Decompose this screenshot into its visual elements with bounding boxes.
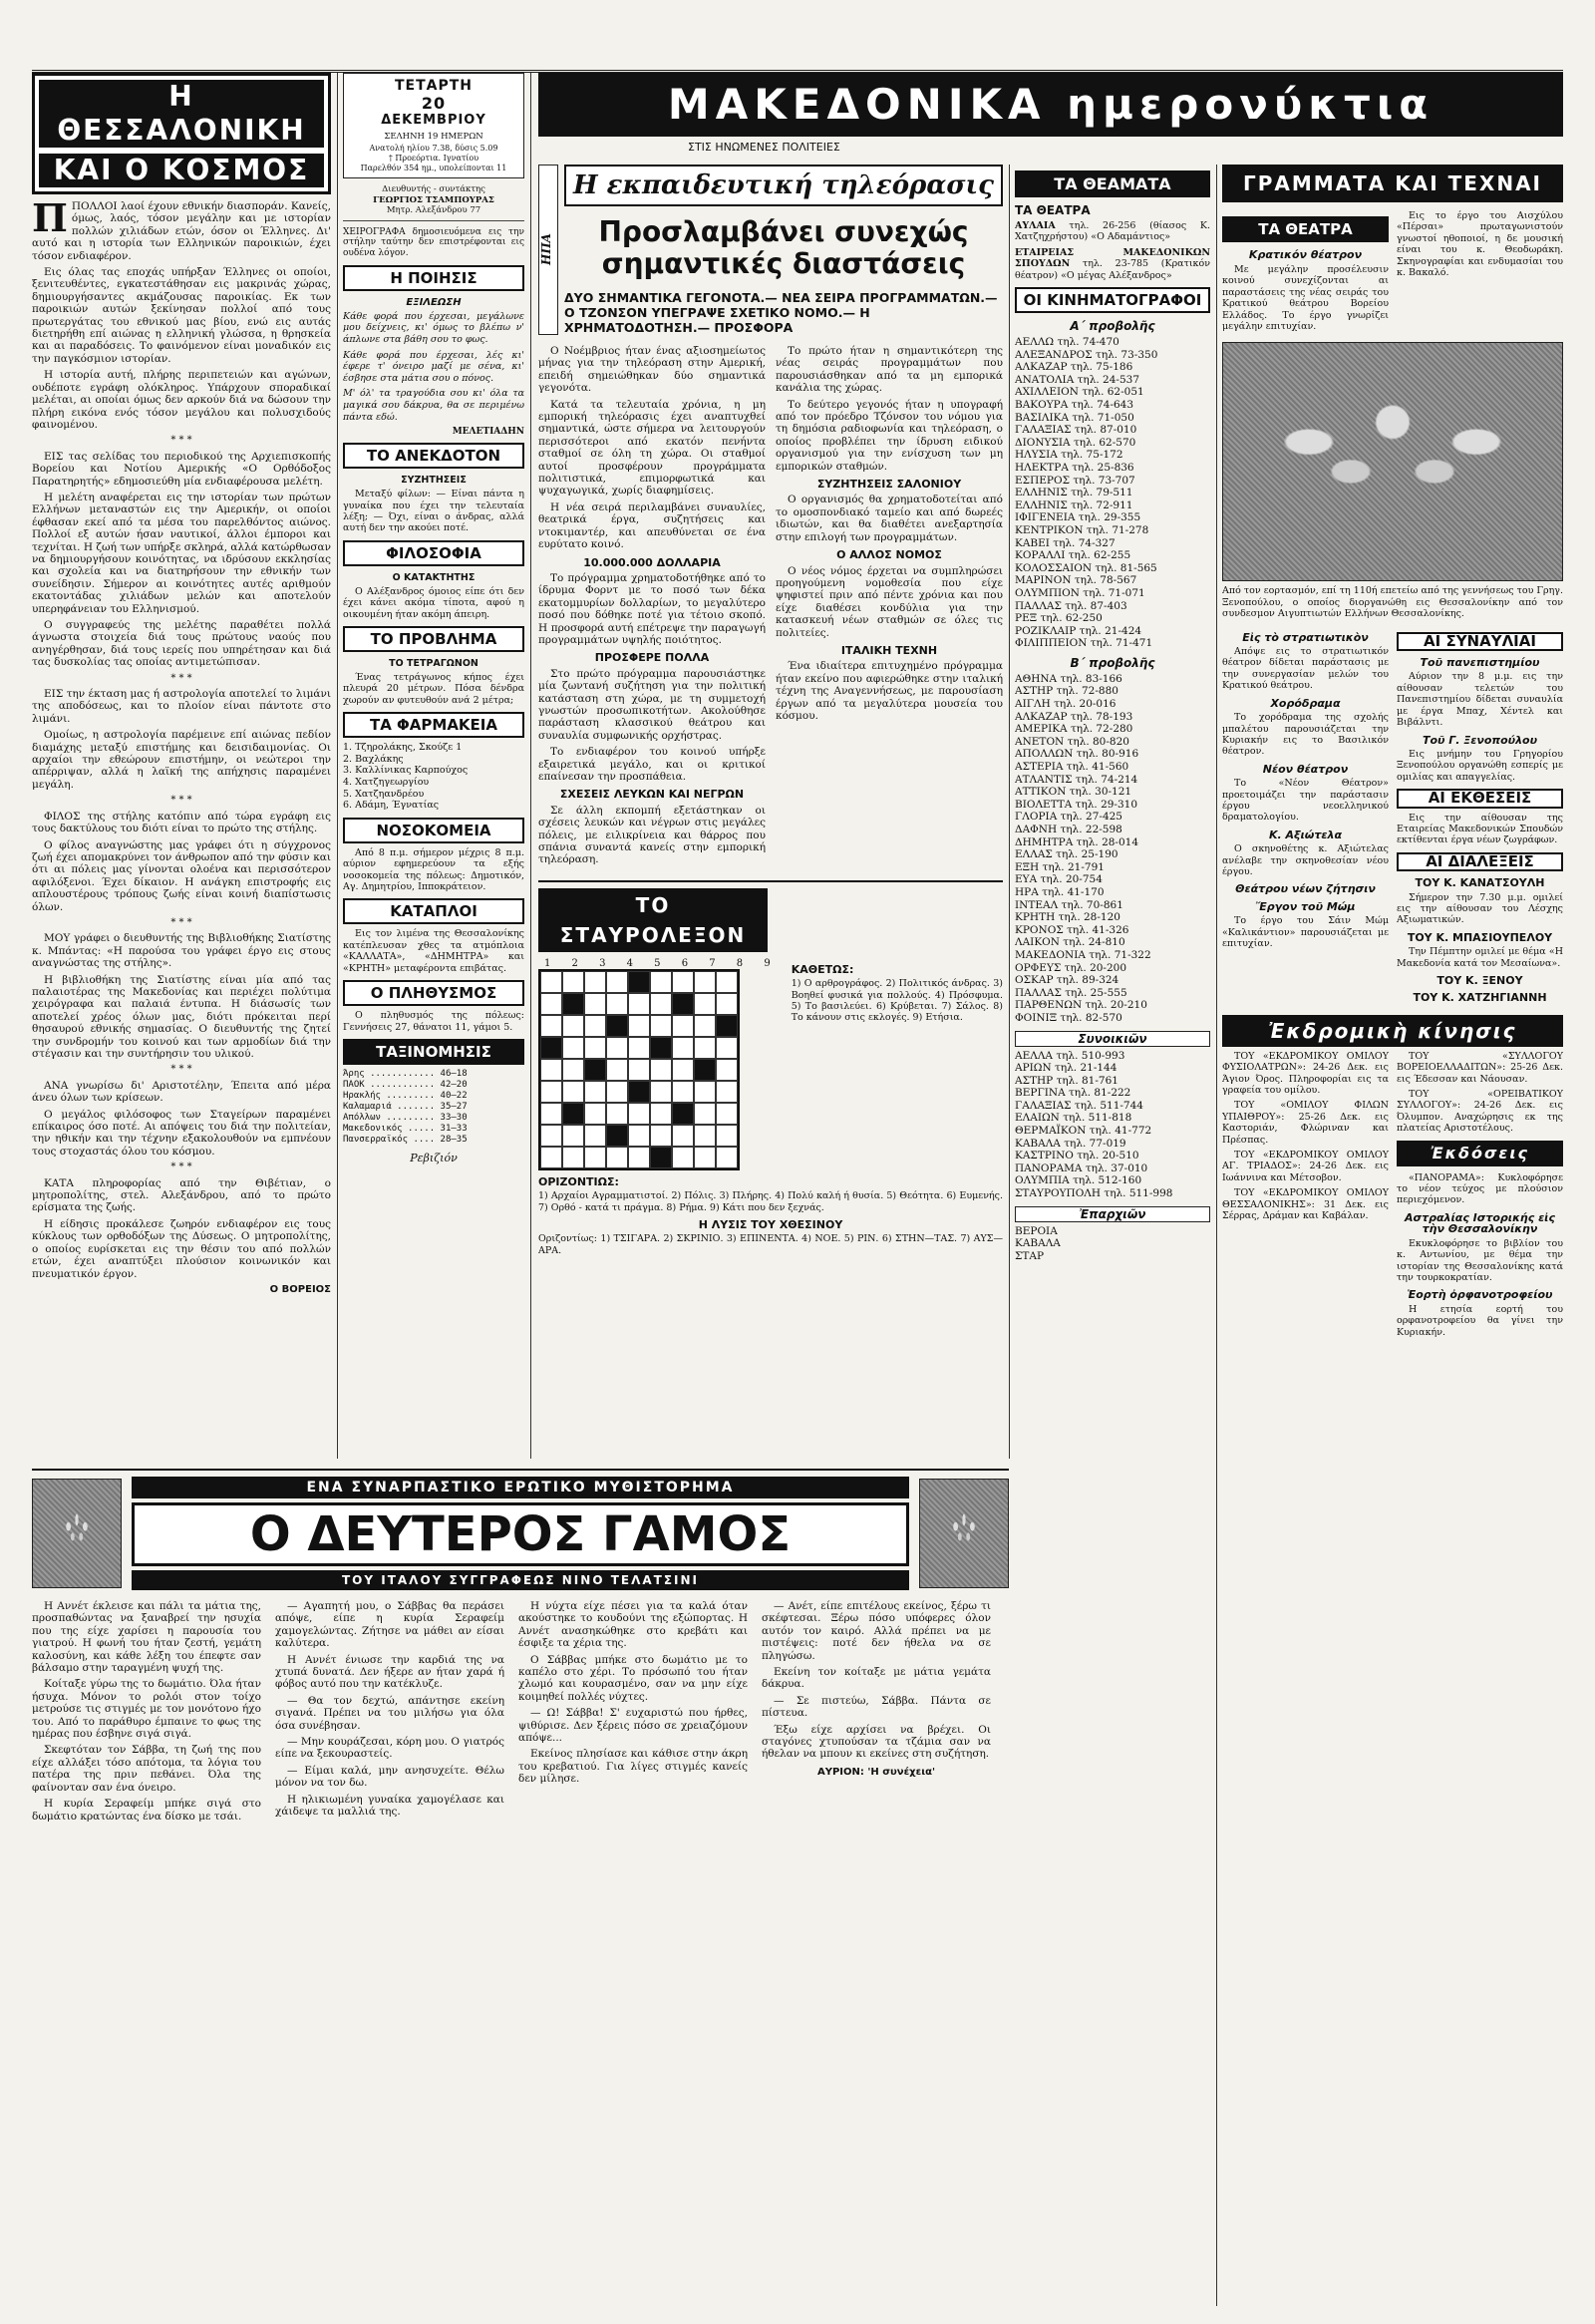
cinema-list-c: [1015, 1050, 1210, 1200]
sub-salon: ΣΥΖΗΤΗΣΕΙΣ ΣΑΛΟΝΙΟΥ: [816, 478, 962, 492]
list-item: ΙΦΙΓΕΝΕΙΑ τηλ. 29-355: [1015, 511, 1141, 524]
cinema-list-d: [1015, 1225, 1210, 1263]
list-item: ΔΑΦΝΗ τηλ. 22-598: [1015, 824, 1122, 835]
list-item: ΕΛΛΗΝΙΣ τηλ. 79-511: [1015, 487, 1133, 499]
list-item: ΑΣΤΕΡΙΑ τηλ. 41-560: [1015, 761, 1129, 774]
left-banner-line2: ΚΑΙ Ο ΚΟΣΜΟΣ: [37, 152, 326, 189]
publ-sub: Αστραλίας Ιστορικής εἰς τὴν Θεσσαλονίκην: [1404, 1210, 1555, 1236]
serial-continued: ΑΥΡΙΟΝ: 'Η συνέχεια': [816, 1766, 936, 1778]
list-item: ΚΟΛΟΣΣΑΙΟΝ τηλ. 81-565: [1015, 561, 1157, 574]
list-item: ΡΕΞ τηλ. 62-250: [1015, 612, 1103, 625]
list-item: ΕΞΗ τηλ. 21-791: [1015, 860, 1105, 873]
list-item: ΒΕΡΓΙΝΑ τηλ. 81-222: [1015, 1087, 1131, 1100]
pharmacy-list: [343, 742, 524, 812]
list-item: ΓΑΛΑΞΙΑΣ τηλ. 87-010: [1015, 424, 1137, 437]
list-item: ΚΡΟΝΟΣ τηλ. 41-326: [1015, 923, 1129, 936]
list-item: ΕΥΑ τηλ. 20-754: [1015, 873, 1103, 886]
list-item: ΕΣΠΕΡΟΣ τηλ. 73-707: [1015, 474, 1135, 487]
exhibitions-title: ΑΙ ΕΚΘΕΣΕΙΣ: [1397, 789, 1563, 808]
sub-xenopoulou: Τοῦ Γ. Ξενοπούλου: [1422, 733, 1538, 747]
list-item: ΑΝΑΤΟΛΙΑ τηλ. 24-537: [1015, 373, 1139, 386]
anecdote-box: ΤΟ ΑΝΕΚΔΟΤΟΝ: [343, 443, 524, 469]
poem-name: ΕΞΙΛΕΩΣΗ: [406, 296, 462, 308]
list-item: ΗΛΕΚΤΡΑ τηλ. 25-836: [1015, 461, 1134, 474]
theatres-title: ΤΑ ΘΕΑΤΡΑ: [1015, 203, 1091, 217]
list-item: ΠΑΛΛΑΣ τηλ. 87-403: [1015, 599, 1127, 612]
list-item: ΑΙΓΛΗ τηλ. 20-016: [1015, 698, 1116, 711]
left-column: [32, 73, 331, 1459]
list-item: ΣΤΑΥΡΟΥΠΟΛΗ τηλ. 511-998: [1015, 1187, 1173, 1200]
center-column: ΗΠΑ Η εκπαιδευτική τηλεόρασις Προσλαμβάνει συνεχώς σημαντικές διαστάσεις ΔΥΟ ΣΗΜΑΝΤΙΚΑ ΓΕΓΟΝΟΤΑ.— ΝΕΑ ΣΕΙΡΑ ΠΡΟΓΡΑΜΜΑΤΩΝ.— Ο ΤΖΟΝΣΟΝ ΥΠΕΓΡΑΨΕ ΣΧΕΤΙΚΟ ΝΟΜΟ.— Η ΧΡΗΜΑΤΟΔΟΤΗΣΗ.— ΠΡΟΣΦΟΡΑ Ο Νοέμβριος ήταν ένας αξιοσημείωτος μήνας για την τηλεόραση στην Αμερική, επειδή σημειώθηκαν δύο σημαντικά γεγονότα. Κατά τα τελευταία χρόνια, η μη εμπορική τηλεόρασις έχει αναπτυχθεί σημαντικά, ώστε σήμερα να λειτουργούν περισσότεροι από εκατόν πενήντα σταθμοί σε όλη τη χώρα. Οι σταθμοί αυτοί προσφέρουν προγράμματα πολιτιστικά, επιμορφωτικά και ψυχαγωγικά, χωρίς διαφημίσεις. Η νέα σειρά περιλαμβάνει συναυλίες, θεατρικά έργα, συζητήσεις και ντοκιμαντέρ, και απευθύνεται σε ένα ευρύτατο κοινό. 10.000.000 ΔΟΛΛΑΡΙΑ Το πρόγραμμα χρηματοδοτήθηκε από το ίδρυμα Φορντ με το ποσό των δέκα εκατομμυρίων δολλαρίων, το μεγαλύτερο ποσό που δόθηκε ποτέ για τέτοιο σκοπό. Η προσφορά αυτή επέτρεψε την παραγωγή προγραμμάτων υψηλής ποιότητος. ΠΡΟΣΦΕΡΕ ΠΟΛΛΑ Στο πρώτο πρόγραμμα παρουσιάστηκε μία ζωντανή συζήτηση για την πολιτική κατάσταση στη χώρα, με τη συμμετοχή γνωστών προσωπικοτήτων. Ακολούθησε παράσταση κλασσικού θεάτρου και συναυλία συμφωνικής ορχήστρας. Το ενδιαφέρον του κοινού υπήρξε εξαιρετικά μεγάλο, και οι κριτικοί επαίνεσαν την προσπάθεια. ΣΧΕΣΕΙΣ ΛΕΥΚΩΝ ΚΑΙ ΝΕΓΡΩΝ Σε άλλη εκπομπή εξετάστηκαν οι σχέσεις λευκών και νέγρων στις μεγάλες πόλεις, με ειλικρίνεια και θάρρος που σπάνια συναντά κανείς στην εμπορική τηλεόραση. Το πρώτο ήταν η σημαντικότερη της νέας σειράς προγραμμάτων που παρουσιάσθηκαν από τα μη εμπορικά κανάλια της χώρας. Το δεύτερο γεγονός ήταν η υπογραφή από τον πρόεδρο Τζόνσον του νόμου για τη δημόσια ραδιοφωνία και τηλεόραση, ο οποίος προβλέπει την ίδρυση ειδικού οργανισμού για την ενίσχυση των μη εμπορικών σταθμών. ΣΥΖΗΤΗΣΕΙΣ ΣΑΛΟΝΙΟΥ Ο οργανισμός θα χρηματοδοτείται από το ομοσπονδιακό ταμείο και από δωρεές ιδιωτών, και θα διαθέτει ανεξαρτησία στην επιλογή των προγραμμάτων. Ο ΑΛΛΟΣ ΝΟΜΟΣ Ο νέος νόμος έρχεται να συμπληρώσει προηγούμενη νομοθεσία που είχε ψηφιστεί πριν από πέντε χρόνια και που είχε διαθέσει κονδύλια για την κατασκευή νέων σταθμών σε όλες τις πολιτείες. ΙΤΑΛΙΚΗ ΤΕΧΝΗ Ένα ιδιαίτερα επιτυχημένο πρόγραμμα ήταν εκείνο που αφιερώθηκε στην ιταλική τέχνη της Αναγεννήσεως, με παρουσίαση έργων από τα μεγαλύτερα μουσεία του κόσμου. ΤΟ ΣΤΑΥΡΟΛΕΞΟΝ 1 2 3 4 5 6 7 8 9 ΚΑΘΕΤΩΣ: 1) Ο αρθρογράφος. 2) Πολιτικός άνδρας. 3) Βοηθεί φυσικά για πολλούς. 4) Πρόσφυμα. 5) Το βασιλεύει. 6) Κρύβεται. 7) Σάλος. 8) Το κάνουν στις εκλογές. 9) Ετήσια. ΟΡΙΖΟΝΤΙΩΣ: 1) Αρχαίοι Αγραμματιστοί. 2) Πόλις. 3) Πλήρης. 4) Πολύ καλή ή θυσία. 5) Θεότητα. 6) Ευμενής. 7) Ορθό - κατά τι πράγμα. 8) Ρήμα. 9) Κάτι που δεν ξεχνάς. Η ΛΥΣΙΣ ΤΟΥ ΧΘΕΣΙΝΟΥ Οριζοντίως: 1) ΤΣΙΓΑΡΑ. 2) ΣΚΡΙΝΙΟ. 3) ΕΠΙΝΕΝΤΑ. 4) ΝΟΕ. 5) ΡΙΝ. 6) ΣΤΗΝ—ΤΑΣ. 7) ΑΥΣ—ΑΡΑ.: [538, 165, 1003, 1459]
list-item: ΜΑΡΙΝΟΝ τηλ. 78-567: [1015, 574, 1137, 587]
left-para5: ΜΟΥ γράφει ο διευθυντής της Βιβλιοθήκης Σιατίστης κ. Μπάντας: «Η παρούσα του γράφει έργο εις στους αναγνώστας της στήλης».: [32, 932, 331, 970]
list-item: ΑΠΟΛΛΩΝ τηλ. 80-916: [1015, 748, 1139, 761]
list-item: ΜΑΚΕΔΟΝΙΑ τηλ. 71-322: [1015, 948, 1151, 961]
sub-law: Ο ΑΛΛΟΣ ΝΟΜΟΣ: [836, 548, 942, 562]
serial-illustration-left: [32, 1479, 122, 1588]
cinema-list-a: [1015, 336, 1210, 650]
list-item: ΕΛΛΑΣ τηλ. 25-190: [1015, 848, 1118, 861]
list-item: ΑΤΛΑΝΤΙΣ τηλ. 74-214: [1015, 773, 1138, 786]
list-item: ΚΑΣΤΡΙΝΟ τηλ. 20-510: [1015, 1150, 1139, 1162]
list-item: ΓΑΛΑΞΙΑΣ τηλ. 511-744: [1015, 1099, 1143, 1112]
headline: Προσλαμβάνει συνεχώς σημαντικές διαστάσεις: [598, 215, 969, 280]
newspaper-page: [32, 70, 1563, 2303]
list-item: ΑΛΕΞΑΝΔΡΟΣ τηλ. 73-350: [1015, 348, 1158, 361]
photo-caption: Από τον εορτασμόν, επί τη 110ή επετείω από της γεννήσεως του Γρηγ. Ξενοπούλου, ο οποίος διοργανώθη εις Θεσσαλονίκην από τον συνδεσμον Αιγυπτιωτών Ελλήνων Θεσσαλονίκης.: [1222, 585, 1563, 620]
list-item: ΗΡΑ τηλ. 41-170: [1015, 885, 1105, 898]
sub-choir: Χορόδραμα: [1270, 696, 1341, 710]
sub-offers: ΠΡΟΣΦΕΡΕ ΠΟΛΛΑ: [594, 651, 710, 665]
list-item: ΦΟΙΝΙΞ τηλ. 82-570: [1015, 1011, 1122, 1024]
list-item: ΕΛΑΙΩΝ τηλ. 511-818: [1015, 1112, 1132, 1125]
standings-box: ΤΑΞΙΝΟΜΗΣΙΣ: [343, 1039, 524, 1065]
serial-title: Ο ΔΕΥΤΕΡΟΣ ΓΑΜΟΣ: [132, 1502, 909, 1566]
list-item: ΠΑΛΛΑΣ τηλ. 25-555: [1015, 986, 1127, 999]
sub-art: ΙΤΑΛΙΚΗ ΤΕΧΝΗ: [840, 643, 938, 657]
solution-title: Η ΛΥΣΙΣ ΤΟΥ ΧΘΕΣΙΝΟΥ: [698, 1218, 843, 1232]
arrivals-box: ΚΑΤΑΠΛΟΙ: [343, 898, 524, 924]
anecdote-sub: ΣΥΖΗΤΗΣΕΙΣ: [401, 475, 467, 487]
first-run: Α΄ προβολῆς: [1070, 319, 1155, 334]
problem-box: ΤΟ ΠΡΟΒΛΗΜΑ: [343, 626, 524, 652]
list-item: ΕΛΛΗΝΙΣ τηλ. 72-911: [1015, 498, 1133, 511]
lecture3: ΤΟΥ Κ. ΞΕΝΟΥ: [1436, 974, 1523, 987]
excursions-title: Ἐκδρομικὴ κίνησις: [1222, 1015, 1563, 1047]
list-item: ΑΣΤΗΡ τηλ. 72-880: [1015, 685, 1118, 698]
arts-column: ΓΡΑΜΜΑΤΑ ΚΑΙ ΤΕΧΝΑΙ ΤΑ ΘΕΑΤΡΑ Κρατικόν θέατρον Με μεγάλην προσέλευσιν κοινού συνεχίζονται αι παραστάσεις της νέας σειράς του Κρατικού θεάτρου Βορείου Ελλάδος. Το έργο γνωρίζει μεγάλην επιτυχίαν. Εις το έργο του Αισχύλου «Πέρσαι» πρωταγωνιστούν γνωστοί ηθοποιοί, η δε μουσική είναι του κ. Θεοδωράκη. Σκηνογραφίαι και ενδυμασίαι του κ. Βακαλό. Από τον εορτασμόν, επί τη 110ή επετείω από της γεννήσεως του Γρηγ. Ξενοπούλου, ο οποίος διοργανώθη εις Θεσσαλονίκην από τον συνδεσμον Αιγυπτιωτών Ελλήνων Θεσσαλονίκης. Εἰς τὸ στρατιωτικὸν Απόψε εις το στρατιωτικόν θέατρον δίδεται παράστασις με την συνεργασίαν μελών του Κρατικού θεάτρου. Χορόδραμα Το χορόδραμα της σχολής μπαλέτου παρουσιάζεται την Κυριακήν εις το Βασιλικόν θέατρον. Νέον θέατρον Το «Νέον Θέατρον» προετοιμάζει την παράστασιν έργου νεοελληνικού δραματολογίου. Κ. Αξιώτελα Ο σκηνοθέτης κ. Αξιώτελας ανέλαβε την σκηνοθεσίαν νέου έργου. Θεάτρου νέων ζήτησιν Ἔργον τοῦ Μώμ Το έργο του Σάιν Μώμ «Καλικάντιον» παρουσιάζεται με επιτυχίαν. ΑΙ ΣΥΝΑΥΛΙΑΙ Τοῦ πανεπιστημίου Αύριον την 8 μ.μ. εις την αίθουσαν τελετών του Πανεπιστημίου δίδεται συναυλία με έργα Μπαχ, Χέντελ και Βιβάλντι. Τοῦ Γ. Ξενοπούλου Εις μνήμην του Γρηγορίου Ξενοπούλου οργανώθη εσπερίς με ομιλίας και απαγγελίας. ΑΙ ΕΚΘΕΣΕΙΣ Εις την αίθουσαν της Εταιρείας Μακεδονικών Σπουδών εκτίθενται έργα νέων ζωγράφων. ΑΙ ΔΙΑΛΕΞΕΙΣ ΤΟΥ Κ. ΚΑΝΑΤΣΟΥΛΗ Σήμερον την 7.30 μ.μ. ομιλεί εις την αίθουσαν του Λέσχης Αξιωματικών. ΤΟΥ Κ. ΜΠΑΣΙΟΥΠΕΛΟΥ Την Πέμπτην ομιλεί με θέμα «Η Μακεδονία κατά τον Μεσαίωνα». ΤΟΥ Κ. ΞΕΝΟΥ ΤΟΥ Κ. ΧΑΤΖΗΓΙΑΝΝΗ Ἐκδρομικὴ κίνησις ΤΟΥ «ΕΚΔΡΟΜΙΚΟΥ ΟΜΙΛΟΥ ΦΥΣΙΟΛΑΤΡΩΝ»: 24-26 Δεκ. εις Άγιον Όρος. Πληροφορίαι εις τα γραφεία του ομίλου. ΤΟΥ «ΟΜΙΛΟΥ ΦΙΛΩΝ ΥΠΑΙΘΡΟΥ»: 25-26 Δεκ. εις Καστοριάν, Φλώριναν και Πρέσπας. ΤΟΥ «ΕΚΔΡΟΜΙΚΟΥ ΟΜΙΛΟΥ ΑΓ. ΤΡΙΑΔΟΣ»: 24-26 Δεκ. εις Ιωάννινα και Μέτσοβον. ΤΟΥ «ΕΚΔΡΟΜΙΚΟΥ ΟΜΙΛΟΥ ΘΕΣΣΑΛΟΝΙΚΗΣ»: 31 Δεκ. εις Σέρρας, Δράμαν και Καβάλαν. ΤΟΥ «ΣΥΛΛΟΓΟΥ ΒΟΡΕΙΟΕΛΛΑΔΙΤΩΝ»: 25-26 Δεκ. εις Έδεσσαν και Νάουσαν. ΤΟΥ «ΟΡΕΙΒΑΤΙΚΟΥ ΣΥΛΛΟΓΟΥ»: 24-26 Δεκ. εις Όλυμπον. Αναχώρησις εκ της πλατείας Αριστοτέλους. Ἐκδόσεις «ΠΑΝΟΡΑΜΑ»: Κυκλοφόρησε το νέον τεύχος με πλούσιον περιεχόμενον. Αστραλίας Ιστορικής εἰς τὴν Θεσσαλονίκην Εκυκλοφόρησε το βιβλίον του κ. Αντωνίου, με θέμα την ιστορίαν της Θεσσαλονίκης κατά την τουρκοκρατίαν. Ἑορτὴ ὀρφανοτροφείου Η ετησία εορτή του ορφανοτροφείου θα γίνει την Κυριακήν.: [1222, 165, 1563, 2306]
arts-banner: ΓΡΑΜΜΑΤΑ ΚΑΙ ΤΕΧΝΑΙ: [1222, 165, 1563, 202]
theatre-name: Κρατικόν θέατρον: [1248, 248, 1363, 261]
list-item: ΒΑΚΟΥΡΑ τηλ. 74-643: [1015, 399, 1134, 411]
sub-white: ΣΧΕΣΕΙΣ ΛΕΥΚΩΝ ΚΑΙ ΝΕΓΡΩΝ: [559, 788, 745, 802]
date-day: ΤΕΤΑΡΤΗ: [394, 78, 474, 94]
left-para6: ΑΝΑ γνωρίσω δι' Αριστοτέλην, Έπειτα από μέρα άνευ όλων των κρίσεων.: [32, 1079, 331, 1105]
philosophy-box: ΦΙΛΟΣΟΦΙΑ: [343, 540, 524, 566]
provinces-title: Ἐπαρχιῶν: [1015, 1206, 1210, 1222]
left-para7: ΚΑΤΑ πληροφορίας από την Θιβέτιαν, ο μητροπολίτης, στελ. Αλεξάνδρου, από το πρώτο ερίσματα της ζωής.: [32, 1176, 331, 1214]
list-item: ΒΕΡΟΙΑ: [1015, 1224, 1058, 1237]
lecture2: ΤΟΥ Κ. ΜΠΑΣΙΟΥΠΕΛΟΥ: [1407, 930, 1553, 944]
list-item: ΟΡΦΕΥΣ τηλ. 20-200: [1015, 961, 1127, 974]
date-column: ΤΕΤΑΡΤΗ 20 ΔΕΚΕΜΒΡΙΟΥ ΣΕΛΗΝΗ 19 ΗΜΕΡΩΝ Ανατολή ηλίου 7.38, δύσις 5.09 † Προεόρτια. Ιγνατίου Παρελθόν 354 ημ., υπολείπονται 11 Διευθυντής - συντάκτης ΓΕΩΡΓΙΟΣ ΤΣΑΜΠΟΥΡΑΣ Μητρ. Αλεξάνδρου 77 ΧΕΙΡΟΓΡΑΦΑ δημοσιευόμενα εις την στήλην ταύτην δεν επιστρέφονται εις ουδένα λόγον. Η ΠΟΙΗΣΙΣ ΕΞΙΛΕΩΣΗ Κάθε φορά που έρχεσαι, μεγάλωνε μου δείχνεις, κι' όμως το βλέπω ν' άπλωνε στα βάθη σου το φως. Κάθε φορά που έρχεσαι, λές κι' έφερε τ' όνειρο μαζί με σένα, κι' έσβησε στα μάτια σου ο πόνος. Μ' όλ' τα τραγούδια σου κι' όλα τα μαγικά σου δάκρυα, θα σε περιμένω πάντα εδώ. ΜΕΛΕΤΙΑΔΗΝ ΤΟ ΑΝΕΚΔΟΤΟΝ ΣΥΖΗΤΗΣΕΙΣ Μεταξύ φίλων: — Είναι πάντα η γυναίκα που έχει την τελευταία λέξη; — Όχι, είναι ο άνδρας, αλλά αυτή δεν την ακούει ποτέ. ΦΙΛΟΣΟΦΙΑ Ο ΚΑΤΑΚΤΗΤΗΣ Ο Αλέξανδρος όμοιος είπε ότι δεν έχει κάνει ακόμα τίποτα, αφού η οικουμένη ήταν ακόμη άπειρη. ΤΟ ΠΡΟΒΛΗΜΑ ΤΟ ΤΕΤΡΑΓΩΝΟΝ Ένας τετράγωνος κήπος έχει πλευρά 20 μέτρων. Πόσα δένδρα χωρούν αν φυτευθούν ανά 2 μέτρα; ΤΑ ΦΑΡΜΑΚΕΙΑ 1. Τζηρολάκης, Σκούζε 1 2. Βαχλάκης 3. Καλλίνικας Καρπούχος 4. Χατζηγεωργίου 5. Χατζηανδρέου 6. Αδάμη, Έγνατίας ΝΟΣΟΚΟΜΕΙΑ Από 8 π.μ. σήμερον μέχρις 8 π.μ. αύριον εφημερεύουν τα εξής νοσοκομεία της πόλεως: Δημοτικόν, Αγ. Δημητρίου, Ιπποκράτειον. ΚΑΤΑΠΛΟΙ Εις τον λιμένα της Θεσσαλονίκης κατέπλευσαν χθες τα ατμόπλοια «ΚΑΛΛΑΤΑ», «ΔΗΜΗΤΡΑ» και «ΚΡΗΤΗ» μεταφέροντα επιβάτας. Ο ΠΛΗΘΥΣΜΟΣ Ο πληθυσμός της πόλεως: Γεννήσεις 27, θάνατοι 11, γάμοι 5. ΤΑΞΙΝΟΜΗΣΙΣ Άρης ............ 46—18 ΠΑΟΚ ............ 42—20 Ηρακλής ......... 40—22 Καλαμαριά ....... 35—27 Απόλλων ......... 33—30 Μακεδονικός ..... 31—33 Πανσερραϊκός .... 28—35 Ρεβιζιόν: [343, 73, 524, 1459]
left-intro: ΠΟΛΛΟΙ λαοί έχουν εθνικήν διασποράν. Κανείς, όμως, λαός, τόσον μεγάλην και με ιστορίαν πολλών χιλιάδων ετών, όσον οι Έλληνες. Δι' αυτό και η ιστορία των Ελληνικών παροικιών, έχει τόσον ενδιαφέρον.: [32, 200, 331, 262]
list-item: 6. Αδάμη, Έγνατίας: [343, 800, 440, 812]
list-item: ΔΗΜΗΤΡΑ τηλ. 28-014: [1015, 835, 1139, 848]
list-item: ΚΑΒΑΛΑ: [1015, 1237, 1061, 1250]
left-banner: [32, 73, 331, 194]
sub-new-theatre: Νέον θέατρον: [1262, 762, 1349, 776]
list-item: ΚΡΗΤΗ τηλ. 28-120: [1015, 911, 1120, 924]
list-item: ΙΝΤΕΑΛ τηλ. 70-861: [1015, 898, 1123, 911]
sub-soldiers: Εἰς τὸ στρατιωτικὸν: [1242, 630, 1369, 644]
left-signature: Ο ΒΟΡΕΙΟΣ: [269, 1283, 331, 1295]
meetings-title: ΑΙ ΣΥΝΑΥΛΙΑΙ: [1397, 632, 1563, 651]
lecture1: ΤΟΥ Κ. ΚΑΝΑΤΣΟΥΛΗ: [1415, 876, 1545, 890]
poems-box: Η ΠΟΙΗΣΙΣ: [343, 265, 524, 291]
serial-illustration-right: [919, 1479, 1009, 1588]
center-text-left: Ο Νοέμβριος ήταν ένας αξιοσημείωτος μήνας για την τηλεόραση στην Αμερική, επειδή σημειώθηκαν δύο σημαντικά γεγονότα. Κατά τα τελευταία χρόνια, η μη εμπορική τηλεόρασις έχει αναπτυχθεί σημαντικά, ώστε σήμερα να λειτουργούν περισσότεροι από εκατόν πενήντα σταθμοί σε όλη τη χώρα. Οι σταθμοί αυτοί προσφέρουν προγράμματα πολιτιστικά, επιμορφωτικά και ψυχαγωγικά, χωρίς διαφημίσεις. Η νέα σειρά περιλαμβάνει συναυλίες, θεατρικά έργα, συζητήσεις και ντοκιμαντέρ, και απευθύνεται σε ένα ευρύτατο κοινό. 10.000.000 ΔΟΛΛΑΡΙΑ Το πρόγραμμα χρηματοδοτήθηκε από το ίδρυμα Φορντ με το ποσό των δέκα εκατομμυρίων δολλαρίων, το μεγαλύτερο ποσό που δόθηκε ποτέ για τέτοιο σκοπό. Η προσφορά αυτή επέτρεψε την παραγωγή προγραμμάτων υψηλής ποιότητος. ΠΡΟΣΦΕΡΕ ΠΟΛΛΑ Στο πρώτο πρόγραμμα παρουσιάστηκε μία ζωντανή συζήτηση για την πολιτική κατάσταση στη χώρα, με τη συμμετοχή γνωστών προσωπικοτήτων. Ακολούθησε παράσταση κλασσικού θεάτρου και συναυλία συμφωνικής ορχήστρας. Το ενδιαφέρον του κοινού υπήρξε εξαιρετικά μεγάλο, και οι κριτικοί επαίνεσαν την προσπάθεια. ΣΧΕΣΕΙΣ ΛΕΥΚΩΝ ΚΑΙ ΝΕΓΡΩΝ Σε άλλη εκπομπή εξετάστηκαν οι σχέσεις λευκών και νέγρων στις μεγάλες πόλεις, με ειλικρίνεια και θάρρος που σπάνια συναντά κανείς στην εμπορική τηλεόραση.: [538, 345, 766, 866]
spectacles-title: ΤΑ ΘΕΑΜΑΤΑ: [1015, 170, 1210, 197]
list-item: ΡΟΖΙΚΛΑΙΡ τηλ. 21-424: [1015, 624, 1142, 637]
crossword-section: ΤΟ ΣΤΑΥΡΟΛΕΞΟΝ 1 2 3 4 5 6 7 8 9 ΚΑΘΕΤΩΣ: 1) Ο αρθρογράφος. 2) Πολιτικός άνδρας. 3) Βοηθεί φυσικά για πολλούς. 4) Πρόσφυμα. 5) Το βασιλεύει. 6) Κρύβεται. 7) Σάλος. 8) Το κάνουν στις εκλογές. 9) Ετήσια. ΟΡΙΖΟΝΤΙΩΣ: 1) Αρχαίοι Αγραμματιστοί. 2) Πόλις. 3) Πλήρης. 4) Πολύ καλή ή θυσία. 5) Θεότητα. 6) Ευμενής. 7) Ορθό - κατά τι πράγμα. 8) Ρήμα. 9) Κάτι που δεν ξεχνάς. Η ΛΥΣΙΣ ΤΟΥ ΧΘΕΣΙΝΟΥ Οριζοντίως: 1) ΤΣΙΓΑΡΑ. 2) ΣΚΡΙΝΙΟ. 3) ΕΠΙΝΕΝΤΑ. 4) ΝΟΕ. 5) ΡΙΝ. 6) ΣΤΗΝ—ΤΑΣ. 7) ΑΥΣ—ΑΡΑ.: [538, 880, 1003, 1256]
list-item: ΑΕΛΛΩ τηλ. 74-470: [1015, 336, 1119, 349]
problem-sub: ΤΟ ΤΕΤΡΑΓΩΝΟΝ: [389, 658, 478, 670]
lecture4: ΤΟΥ Κ. ΧΑΤΖΗΓΙΑΝΝΗ: [1413, 991, 1547, 1005]
list-item: 3. Καλλίνικας Καρπούχος: [343, 765, 469, 777]
list-item: ΘΕΡΜΑΪΚΟΝ τηλ. 41-772: [1015, 1125, 1152, 1138]
list-item: ΑΜΕΡΙΚΑ τηλ. 72-280: [1015, 723, 1133, 736]
date-month: ΔΕΚΕΜΒΡΙΟΥ: [381, 113, 486, 128]
serial-byline: ΤΟΥ ΙΤΑΛΟΥ ΣΥΓΓΡΑΦΕΩΣ ΝΙΝΟ ΤΕΛΑΤΣΙΝΙ: [132, 1570, 909, 1590]
paper-title: ΜΑΚΕΔΟΝΙΚΑ ημερονύκτια: [538, 73, 1563, 137]
sub-works: Ἔργον τοῦ Μώμ: [1255, 899, 1356, 913]
left-para2: ΕΙΣ τας σελίδας του περιοδικού της Αρχιεπισκοπής Βορείου και Νοτίου Αμερικής «Ο Ορθόδοξος Παρατηρητής» εδημοσιεύθη μία ενδιαφέρουσα μελέτη.: [32, 450, 331, 488]
puzzle-label: Ρεβιζιόν: [410, 1151, 458, 1164]
left-para4: ΦΙΛΟΣ της στήλης κατόπιν από τώρα εγράφη εις τους δακτύλους του διότι είναι το πρώτο της στήλης.: [32, 810, 331, 835]
list-item: ΟΣΚΑΡ τηλ. 89-324: [1015, 974, 1119, 987]
list-item: ΑΘΗΝΑ τηλ. 83-166: [1015, 672, 1122, 685]
list-item: ΚΑΒΕΙ τηλ. 74-327: [1015, 536, 1116, 549]
list-item: ΠΑΝΟΡΑΜΑ τηλ. 37-010: [1015, 1162, 1148, 1174]
serial-kicker: ΕΝΑ ΣΥΝΑΡΠΑΣΤΙΚΟ ΕΡΩΤΙΚΟ ΜΥΘΙΣΤΟΡΗΜΑ: [132, 1477, 909, 1498]
list-item: ΑΡΙΩΝ τηλ. 21-144: [1015, 1062, 1117, 1075]
list-item: ΦΙΛΙΠΠΕΙΟΝ τηλ. 71-471: [1015, 637, 1153, 650]
list-item: ΟΛΥΜΠΙΟΝ τηλ. 71-071: [1015, 586, 1145, 599]
date-box: ΤΕΤΑΡΤΗ 20 ΔΕΚΕΜΒΡΙΟΥ ΣΕΛΗΝΗ 19 ΗΜΕΡΩΝ Ανατολή ηλίου 7.38, δύσις 5.09 † Προεόρτια. Ιγνατίου Παρελθόν 354 ημ., υπολείπονται 11: [343, 73, 524, 178]
list-item: ΒΑΣΙΛΙΚΑ τηλ. 71-050: [1015, 411, 1134, 424]
across-title: ΟΡΙΖΟΝΤΙΩΣ:: [538, 1174, 619, 1188]
philosophy-sub: Ο ΚΑΤΑΚΤΗΤΗΣ: [392, 571, 476, 583]
fest-sub: Ἑορτὴ ὀρφανοτροφείου: [1407, 1288, 1553, 1302]
list-item: ΚΕΝΤΡΙΚΟΝ τηλ. 71-278: [1015, 523, 1149, 536]
list-item: ΣΤΑΡ: [1015, 1249, 1045, 1262]
event-photo: [1222, 342, 1563, 581]
list-item: ΚΑΒΑΛΑ τηλ. 77-019: [1015, 1137, 1126, 1150]
arts-theatre-box: ΤΑ ΘΕΑΤΡΑ: [1222, 216, 1389, 242]
sub-conservatory: Τοῦ πανεπιστημίου: [1420, 656, 1540, 670]
left-banner-line1: Η ΘΕΣΣΑΛΟΝΙΚΗ: [37, 78, 326, 150]
pharmacy-box: ΤΑ ΦΑΡΜΑΚΕΙΑ: [343, 712, 524, 738]
crossword-numbers: 1 2 3 4 5 6 7 8 9: [544, 957, 780, 969]
list-item: ΟΛΥΜΠΙΑ τηλ. 512-160: [1015, 1174, 1142, 1187]
down-title: ΚΑΘΕΤΩΣ:: [791, 962, 854, 976]
column-title: Η εκπαιδευτική τηλεόρασις: [564, 165, 1003, 206]
list-item: 2. Βαχλάκης: [343, 753, 404, 765]
list-item: ΚΟΡΑΛΛΙ τηλ. 62-255: [1015, 549, 1131, 562]
left-para3: ΕΙΣ την έκταση μας ή αστρολογία αποτελεί το λιμάνι της αποδόσεως, και το πλοίον είναι πάντοτε στο λιμάνι.: [32, 688, 331, 725]
list-item: ΠΑΡΘΕΝΩΝ τηλ. 20-210: [1015, 999, 1147, 1012]
masthead: [538, 73, 1563, 153]
list-item: ΑΛΚΑΖΑΡ τηλ. 75-186: [1015, 361, 1133, 374]
second-run: Β΄ προβολῆς: [1070, 655, 1155, 670]
section-sub: ΣΤΙΣ ΗΝΩΜΕΝΕΣ ΠΟΛΙΤΕΙΕΣ: [688, 141, 840, 153]
population-box: Ο ΠΛΗΘΥΣΜΟΣ: [343, 980, 524, 1006]
sub-dollars: 10.000.000 ΔΟΛΛΑΡΙΑ: [583, 555, 721, 569]
cinemas-title: ΟΙ ΚΙΝΗΜΑΤΟΓΡΑΦΟΙ: [1015, 287, 1210, 313]
list-item: ΗΛΥΣΙΑ τηλ. 75-172: [1015, 449, 1123, 462]
date-note: ΣΕΛΗΝΗ 19 ΗΜΕΡΩΝ: [384, 132, 483, 142]
center-text-right: Το πρώτο ήταν η σημαντικότερη της νέας σειράς προγραμμάτων που παρουσιάσθηκαν από τα μη εμπορικά κανάλια της χώρας. Το δεύτερο γεγονός ήταν η υπογραφή από τον πρόεδρο Τζόνσον του νόμου για τη δημόσια ραδιοφωνία και τηλεόραση, ο οποίος προβλέπει την ίδρυση ειδικού οργανισμού για την ενίσχυση των μη εμπορικών σταθμών. ΣΥΖΗΤΗΣΕΙΣ ΣΑΛΟΝΙΟΥ Ο οργανισμός θα χρηματοδοτείται από το ομοσπονδιακό ταμείο και από δωρεές ιδιωτών, και θα διαθέτει ανεξαρτησία στην επιλογή των προγραμμάτων. Ο ΑΛΛΟΣ ΝΟΜΟΣ Ο νέος νόμος έρχεται να συμπληρώσει προηγούμενη νομοθεσία που είχε ψηφιστεί πριν από πέντε χρόνια και που είχε διαθέσει κονδύλια για την κατασκευή νέων σταθμών σε όλες τις πολιτείες. ΙΤΑΛΙΚΗ ΤΕΧΝΗ Ένα ιδιαίτερα επιτυχημένο πρόγραμμα ήταν εκείνο που αφιερώθηκε στην ιταλική τέχνη της Αναγεννήσεως, με παρουσίαση έργων από τα μεγαλύτερα μουσεία του κόσμου.: [776, 345, 1003, 722]
list-item: 4. Χατζηγεωργίου: [343, 777, 430, 789]
cinema-list-b: [1015, 673, 1210, 1025]
list-item: ΑΤΤΙΚΟΝ τηλ. 30-121: [1015, 786, 1132, 799]
list-item: ΑΣΤΗΡ τηλ. 81-761: [1015, 1074, 1118, 1087]
list-item: ΛΑΙΚΟΝ τηλ. 24-810: [1015, 936, 1125, 949]
left-article: ΠΠΟΛΛΟΙ λαοί έχουν εθνικήν διασποράν. Κανείς, όμως, λαός, τόσον μεγάλην και με ιστορίαν πολλών χιλιάδων ετών, όσον οι Έλληνες. Δι' αυτό και η ιστορία των Ελληνικών παροικιών, έχει τόσον ενδιαφέρον. Εις όλας τας εποχάς υπήρξαν Έλληνες οι οποίοι, ξενιτευθέντες, εγκατεστάθησαν εις μακρινάς χώρας, δημιουργήσαντες ακμάζουσας παροικίας. Εκ των παροικιών αυτών ξεκίνησαν πολλοί από τους πρωτεργάτας του εθνικού μας βίου, ενώ εις αυτάς διετηρήθη επί αιώνας η ελληνική γλώσσα, η θρησκεία και αι παραδόσεις. Το φαινόμενον είναι μοναδικόν εις την παγκόσμιον ιστορίαν. Η ιστορία αυτή, πλήρης περιπετειών και αγώνων, ουδέποτε εγράφη ολόκληρος. Υπάρχουν σποραδικαί μελέται, αι οποίαι όμως δεν αρκούν διά να δώσουν την πλήρη εικόνα ενός τόσον μεγάλου και πολυσχιδούς φαινομένου. * * * ΕΙΣ τας σελίδας του περιοδικού της Αρχιεπισκοπής Βορείου και Νοτίου Αμερικής «Ο Ορθόδοξος Παρατηρητής» εδημοσιεύθη μία ενδιαφέρουσα μελέτη. Η μελέτη αναφέρεται εις την ιστορίαν των πρώτων Ελλήνων μεταναστών εις την Αμερικήν, οι οποίοι έφθασαν εκεί από τα μέσα του παρελθόντος αιώνος. Πολλοί εξ αυτών ήσαν ναυτικοί, άλλοι έμποροι και τεχνίται. Η ζωή των υπήρξε σκληρά, αλλά κατώρθωσαν να δημιουργήσουν κοινότητας, να ιδρύσουν εκκλησίας και σχολεία και να διατηρήσουν την εθνικήν των συνείδησιν. Σήμερον αι κοινότητες αυτές αριθμούν εκατοντάδας χιλιάδων μελών και αποτελούν υπερηφάνειαν του Ελληνισμού. Ο συγγραφεύς της μελέτης παραθέτει πολλά άγνωστα στοιχεία διά τους πρώτους ναούς που ανηγέρθησαν, διά τους ιερείς που υπηρέτησαν και διά τας δυσκολίας τας οποίας αντιμετώπισαν. * * * ΕΙΣ την έκταση μας ή αστρολογία αποτελεί το λιμάνι της αποδόσεως, και το πλοίον είναι πάντοτε στο λιμάνι. Ομοίως, η αστρολογία παρέμεινε επί αιώνας πεδίον διαμάχης μεταξύ επιστήμης και δεισιδαιμονίας. Οι αρχαίοι την εθεώρουν επιστήμην, οι νεώτεροι την απέρριψαν, αλλά η λαϊκή της απήχησις παραμένει μεγάλη. * * * ΦΙΛΟΣ της στήλης κατόπιν από τώρα εγράφη εις τους δακτύλους του διότι είναι το πρώτο της στήλης. Ο φίλος αναγνώστης μας γράφει ότι η σύγχρονος ζωή έχει απομακρύνει τον άνθρωπον από την φύσιν και ότι αι πόλεις μας γίνονται ολοένα και περισσότερον αφιλόξενοι. Έχει δίκαιον. Η ανάγκη επιστροφής εις απλουστέρους τρόπους ζωής είναι κοινή διαπίστωσις όλων. * * * ΜΟΥ γράφει ο διευθυντής της Βιβλιοθήκης Σιατίστης κ. Μπάντας: «Η παρούσα του γράφει έργο εις στους αναγνώστας της στήλης». Η βιβλιοθήκη της Σιατίστης είναι μία από τας παλαιοτέρας της Μακεδονίας και περιέχει πολύτιμα χειρόγραφα και παλαιά έντυπα. Η διάσωσίς των αποτελεί χρέος όλων μας, διότι πρόκειται περί θησαυρού εθνικής σημασίας. Ο διευθυντής της ζητεί την συνδρομήν του κοινού και των αρμοδίων διά την στέγασιν και την συντήρησιν του υλικού. * * * ΑΝΑ γνωρίσω δι' Αριστοτέλην, Έπειτα από μέρα άνευ όλων των κρίσεων. Ο μεγάλος φιλόσοφος των Σταγείρων παραμένει επίκαιρος όσο ποτέ. Αι απόψεις του διά την πολιτείαν, την ηθικήν και την τέχνην εξακολουθούν να εμπνέουν τους στοχαστάς όλου του κόσμου. * * * ΚΑΤΑ πληροφορίας από την Θιβέτιαν, ο μητροπολίτης, στελ. Αλεξάνδρου, από το πρώτο ερίσματα της ζωής. Η είδησις προκάλεσε ζωηρόν ενδιαφέρον εις τους κύκλους των ορθοδόξων της Δύσεως. Ο μητροπολίτης, ο οποίος ευρίσκεται εις την θέσιν του από πολλών ετών, έχει αναπτύξει πλούσιον κοινωνικόν και πνευματικόν έργον. Ο ΒΟΡΕΙΟΣ: [32, 195, 331, 1295]
lectures-title: ΑΙ ΔΙΑΛΕΞΕΙΣ: [1397, 852, 1563, 871]
crossword-grid[interactable]: [538, 969, 740, 1170]
list-item: 1. Τζηρολάκης, Σκούζε 1: [343, 742, 463, 754]
list-item: 5. Χατζηανδρέου: [343, 788, 425, 800]
spectacles-column: ΤΑ ΘΕΑΜΑΤΑ ΤΑ ΘΕΑΤΡΑ ΑΥΛΑΙΑ τηλ. 26-256 (θίασος Κ. Χατζηχρήστου) «Ο Αδαμάντιος» ΕΤΑΙΡΕΙΑΣ ΜΑΚΕΔΟΝΙΚΩΝ ΣΠΟΥΔΩΝ τηλ. 23-785 (Κρατικόν θέατρον) «Ο μέγας Αλέξανδρος» ΟΙ ΚΙΝΗΜΑΤΟΓΡΑΦΟΙ Α΄ προβολῆς ΑΕΛΛΩ τηλ. 74-470 ΑΛΕΞΑΝΔΡΟΣ τηλ. 73-350 ΑΛΚΑΖΑΡ τηλ. 75-186 ΑΝΑΤΟΛΙΑ τηλ. 24-537 ΑΧΙΛΛΕΙΟΝ τηλ. 62-051 ΒΑΚΟΥΡΑ τηλ. 74-643 ΒΑΣΙΛΙΚΑ τηλ. 71-050 ΓΑΛΑΞΙΑΣ τηλ. 87-010 ΔΙΟΝΥΣΙΑ τηλ. 62-570 ΗΛΥΣΙΑ τηλ. 75-172 ΗΛΕΚΤΡΑ τηλ. 25-836 ΕΣΠΕΡΟΣ τηλ. 73-707 ΕΛΛΗΝΙΣ τηλ. 79-511 ΕΛΛΗΝΙΣ τηλ. 72-911 ΙΦΙΓΕΝΕΙΑ τηλ. 29-355 ΚΕΝΤΡΙΚΟΝ τηλ. 71-278 ΚΑΒΕΙ τηλ. 74-327 ΚΟΡΑΛΛΙ τηλ. 62-255 ΚΟΛΟΣΣΑΙΟΝ τηλ. 81-565 ΜΑΡΙΝΟΝ τηλ. 78-567 ΟΛΥΜΠΙΟΝ τηλ. 71-071 ΠΑΛΛΑΣ τηλ. 87-403 ΡΕΞ τηλ. 62-250 ΡΟΖΙΚΛΑΙΡ τηλ. 21-424 ΦΙΛΙΠΠΕΙΟΝ τηλ. 71-471 Β΄ προβολῆς ΑΘΗΝΑ τηλ. 83-166 ΑΣΤΗΡ τηλ. 72-880 ΑΙΓΛΗ τηλ. 20-016 ΑΛΚΑΖΑΡ τηλ. 78-193 ΑΜΕΡΙΚΑ τηλ. 72-280 ΑΝΕΤΟΝ τηλ. 80-820 ΑΠΟΛΛΩΝ τηλ. 80-916 ΑΣΤΕΡΙΑ τηλ. 41-560 ΑΤΛΑΝΤΙΣ τηλ. 74-214 ΑΤΤΙΚΟΝ τηλ. 30-121 ΒΙΟΛΕΤΤΑ τηλ. 29-310 ΓΛΟΡΙΑ τηλ. 27-425 ΔΑΦΝΗ τηλ. 22-598 ΔΗΜΗΤΡΑ τηλ. 28-014 ΕΛΛΑΣ τηλ. 25-190 ΕΞΗ τηλ. 21-791 ΕΥΑ τηλ. 20-754 ΗΡΑ τηλ. 41-170 ΙΝΤΕΑΛ τηλ. 70-861 ΚΡΗΤΗ τηλ. 28-120 ΚΡΟΝΟΣ τηλ. 41-326 ΛΑΙΚΟΝ τηλ. 24-810 ΜΑΚΕΔΟΝΙΑ τηλ. 71-322 ΟΡΦΕΥΣ τηλ. 20-200 ΟΣΚΑΡ τηλ. 89-324 ΠΑΛΛΑΣ τηλ. 25-555 ΠΑΡΘΕΝΩΝ τηλ. 20-210 ΦΟΙΝΙΞ τηλ. 82-570 Συνοικιῶν ΑΕΛΛΑ τηλ. 510-993 ΑΡΙΩΝ τηλ. 21-144 ΑΣΤΗΡ τηλ. 81-761 ΒΕΡΓΙΝΑ τηλ. 81-222 ΓΑΛΑΞΙΑΣ τηλ. 511-744 ΕΛΑΙΩΝ τηλ. 511-818 ΘΕΡΜΑΪΚΟΝ τηλ. 41-772 ΚΑΒΑΛΑ τηλ. 77-019 ΚΑΣΤΡΙΝΟ τηλ. 20-510 ΠΑΝΟΡΑΜΑ τηλ. 37-010 ΟΛΥΜΠΙΑ τηλ. 512-160 ΣΤΑΥΡΟΥΠΟΛΗ τηλ. 511-998 Ἐπαρχιῶν ΒΕΡΟΙΑ ΚΑΒΑΛΑ ΣΤΑΡ: [1015, 165, 1210, 2306]
list-item: ΑΛΚΑΖΑΡ τηλ. 78-193: [1015, 710, 1133, 723]
hospital-box: ΝΟΣΟΚΟΜΕΙΑ: [343, 818, 524, 843]
list-item: ΒΙΟΛΕΤΤΑ τηλ. 29-310: [1015, 798, 1138, 811]
list-item: ΓΛΟΡΙΑ τηλ. 27-425: [1015, 811, 1122, 824]
list-item: ΑΝΕΤΟΝ τηλ. 80-820: [1015, 735, 1129, 748]
sub-athens: Θεάτρου νέων ζήτησιν: [1235, 882, 1376, 896]
crossword-title: ΤΟ ΣΤΑΥΡΟΛΕΞΟΝ: [538, 888, 768, 952]
suburbs-title: Συνοικιῶν: [1015, 1031, 1210, 1047]
sub-axiotelas: Κ. Αξιώτελα: [1268, 828, 1343, 841]
list-item: ΑΕΛΛΑ τηλ. 510-993: [1015, 1049, 1125, 1062]
subhead: ΔΥΟ ΣΗΜΑΝΤΙΚΑ ΓΕΓΟΝΟΤΑ.— ΝΕΑ ΣΕΙΡΑ ΠΡΟΓΡΑΜΜΑΤΩΝ.— Ο ΤΖΟΝΣΟΝ ΥΠΕΓΡΑΨΕ ΣΧΕΤΙΚΟ ΝΟΜΟ.— Η ΧΡΗΜΑΤΟΔΟΤΗΣΗ.— ΠΡΟΣΦΟΡΑ: [564, 290, 998, 335]
date-num: 20: [421, 94, 447, 113]
list-item: ΑΧΙΛΛΕΙΟΝ τηλ. 62-051: [1015, 386, 1144, 399]
publications-title: Ἐκδόσεις: [1397, 1141, 1563, 1166]
serial-section: ΕΝΑ ΣΥΝΑΡΠΑΣΤΙΚΟ ΕΡΩΤΙΚΟ ΜΥΘΙΣΤΟΡΗΜΑ Ο ΔΕΥΤΕΡΟΣ ΓΑΜΟΣ ΤΟΥ ΙΤΑΛΟΥ ΣΥΓΓΡΑΦΕΩΣ ΝΙΝΟ ΤΕΛΑΤΣΙΝΙ Η Αννέτ έκλεισε και πάλι τα μάτια της, προσπαθώντας να ξαναβρεί την ησυχία που της είχε χαρίσει η παρουσία του γιατρού. Η φωνή του ήταν ζεστή, γεμάτη καλοσύνη, και κάθε λέξη του έπεφτε σαν βάλσαμο στην ταραγμένη ψυχή της. Κοίταξε γύρω της το δωμάτιο. Όλα ήταν ήσυχα. Μόνον το ρολόι στον τοίχο μετρούσε τις στιγμές με τον μονότονο ήχο του. Από το παράθυρο έμπαινε το φως της ημέρας που έσβηνε σιγά σιγά. Σκεφτόταν τον Σάββα, τη ζωή της που είχε αλλάξει τόσο απότομα, τα λόγια του πατέρα της πριν πεθάνει. Όλα της φαίνονταν σαν ένα όνειρο. Η κυρία Σεραφείμ μπήκε σιγά στο δωμάτιο κρατώντας ένα δίσκο με τσάι. — Αγαπητή μου, ο Σάββας θα περάσει απόψε, είπε η κυρία Σεραφείμ χαμογελώντας. Ζήτησε να μάθει αν είσαι καλύτερα. Η Αννέτ ένιωσε την καρδιά της να χτυπά δυνατά. Δεν ήξερε αν ήταν χαρά ή φόβος αυτό που την κατέκλυζε. — Θα τον δεχτώ, απάντησε εκείνη σιγανά. Πρέπει να του μιλήσω για όλα όσα συνέβησαν. — Μην κουράζεσαι, κόρη μου. Ο γιατρός είπε να ξεκουραστείς. — Είμαι καλά, μην ανησυχείτε. Θέλω μόνον να τον δω. Η ηλικιωμένη γυναίκα χαμογέλασε και χάιδεψε τα μαλλιά της. Η νύχτα είχε πέσει για τα καλά όταν ακούστηκε το κουδούνι της εξώπορτας. Η Αννέτ ανασηκώθηκε στο κρεβάτι και έσφιξε τα χέρια της. Ο Σάββας μπήκε στο δωμάτιο με το καπέλο στο χέρι. Το πρόσωπό του ήταν χλωμό και κουρασμένο, σαν να μην είχε κοιμηθεί πολλές νύχτες. — Ω! Σάββα! Σ' ευχαριστώ που ήρθες, ψιθύρισε. Δεν ξέρεις πόσο σε χρειαζόμουν απόψε... Εκείνος πλησίασε και κάθισε στην άκρη του κρεβατιού. Για λίγες στιγμές κανείς δεν μίλησε. — Ανέτ, είπε επιτέλους εκείνος, ξέρω τι σκέφτεσαι. Ξέρω πόσο υπόφερες όλον αυτόν τον καιρό. Αλλά πρέπει να με πιστέψεις: ποτέ δεν ήθελα να σε πληγώσω. Εκείνη τον κοίταξε με μάτια γεμάτα δάκρυα. — Σε πιστεύω, Σάββα. Πάντα σε πίστευα. Έξω είχε αρχίσει να βρέχει. Οι σταγόνες χτυπούσαν τα τζάμια σαν να ήθελαν να μπουν κι εκείνες στη συζήτηση. ΑΥΡΙΟΝ: 'Η συνέχεια': [32, 1469, 1009, 2306]
list-item: ΔΙΟΝΥΣΙΑ τηλ. 62-570: [1015, 436, 1136, 449]
poem-author: ΜΕΛΕΤΙΑΔΗΝ: [452, 427, 524, 438]
